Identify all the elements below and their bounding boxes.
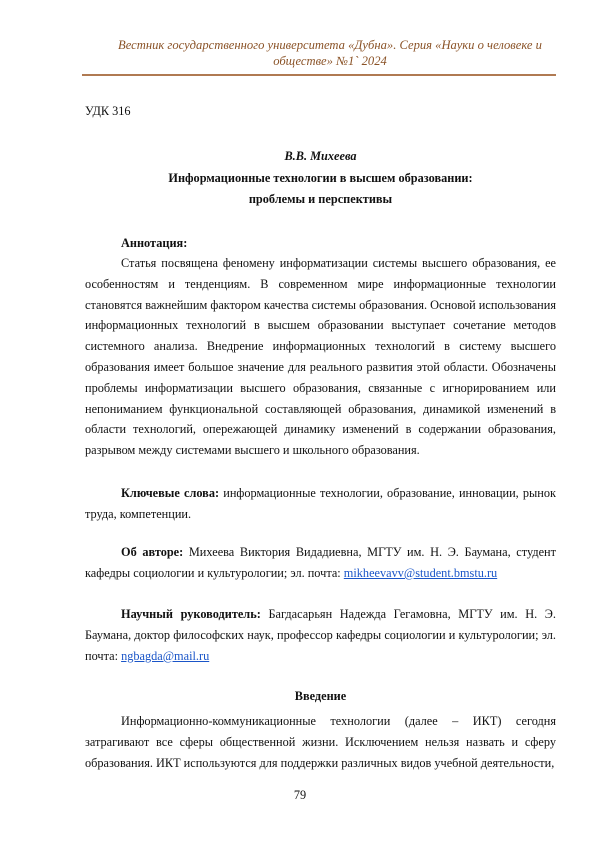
supervisor-text: Багдасарьян Надежда Гегамовна, МГТУ им. Н. Э. Баумана, доктор философских наук, профессор кафедры социологии и культурологии; эл. почта: — [85, 607, 556, 663]
introduction-heading-text: Введение — [295, 689, 346, 703]
supervisor-label: Научный руководитель: — [121, 607, 261, 621]
introduction-heading — [85, 689, 556, 704]
journal-header — [100, 37, 560, 69]
keywords-text: информационные технологии, образование, инновации, рынок труда, компетенции. — [85, 486, 556, 521]
about-author-block — [85, 542, 556, 584]
supervisor-email-link[interactable]: ngbagda@mail.ru — [121, 649, 209, 663]
journal-header-line1: Вестник государственного университета «Дубна». Серия «Науки о человеке и — [100, 37, 560, 53]
header-divider — [82, 74, 556, 76]
author-name: В.В. Михеева — [85, 149, 556, 164]
article-title-line1: Информационные технологии в высшем образовании: — [85, 171, 556, 186]
udc-code: УДК 316 — [85, 104, 131, 119]
article-title-line2: проблемы и перспективы — [85, 192, 556, 207]
about-author-text: Михеева Виктория Видадиевна, МГТУ им. Н. Э. Баумана, студент кафедры социологии и культурологии; эл. почта: — [85, 545, 556, 580]
keywords-block — [85, 483, 556, 525]
introduction-text: Информационно-коммуникационные технологии (далее – ИКТ) сегодня затрагивают все сферы общественной жизни. Исключением нельзя назвать и сферу образования. ИКТ используются для поддержки различных видов учебной деятельности, — [85, 711, 556, 773]
supervisor-block — [85, 604, 556, 666]
page-number: 79 — [0, 788, 600, 803]
keywords-label: Ключевые слова: — [121, 486, 219, 500]
author-email-link[interactable]: mikheevavv@student.bmstu.ru — [344, 566, 497, 580]
journal-header-line2: обществе» №1` 2024 — [100, 53, 560, 69]
abstract-text: Статья посвящена феномену информатизации системы высшего образования, ее особенностям и тенденциям. В современном мире информационные технологии становятся важнейшим фактором качества системы образования. Основой использования информационных технологий в высшем образовании выступает сочетание методов системного анализа. Внедрение информационных технологий в систему высшего образования имеет большое значение для реального развития этой области. Обозначены проблемы информатизации высшего образования, связанные с игнорированием или непониманием функциональной составляющей образования, динамикой изменений в области технологий, опережающей динамику изменений в содержании образования, разрывом между системами высшего и школьного образования. — [85, 253, 556, 461]
abstract-heading: Аннотация: — [121, 236, 187, 251]
about-author-label: Об авторе: — [121, 545, 183, 559]
